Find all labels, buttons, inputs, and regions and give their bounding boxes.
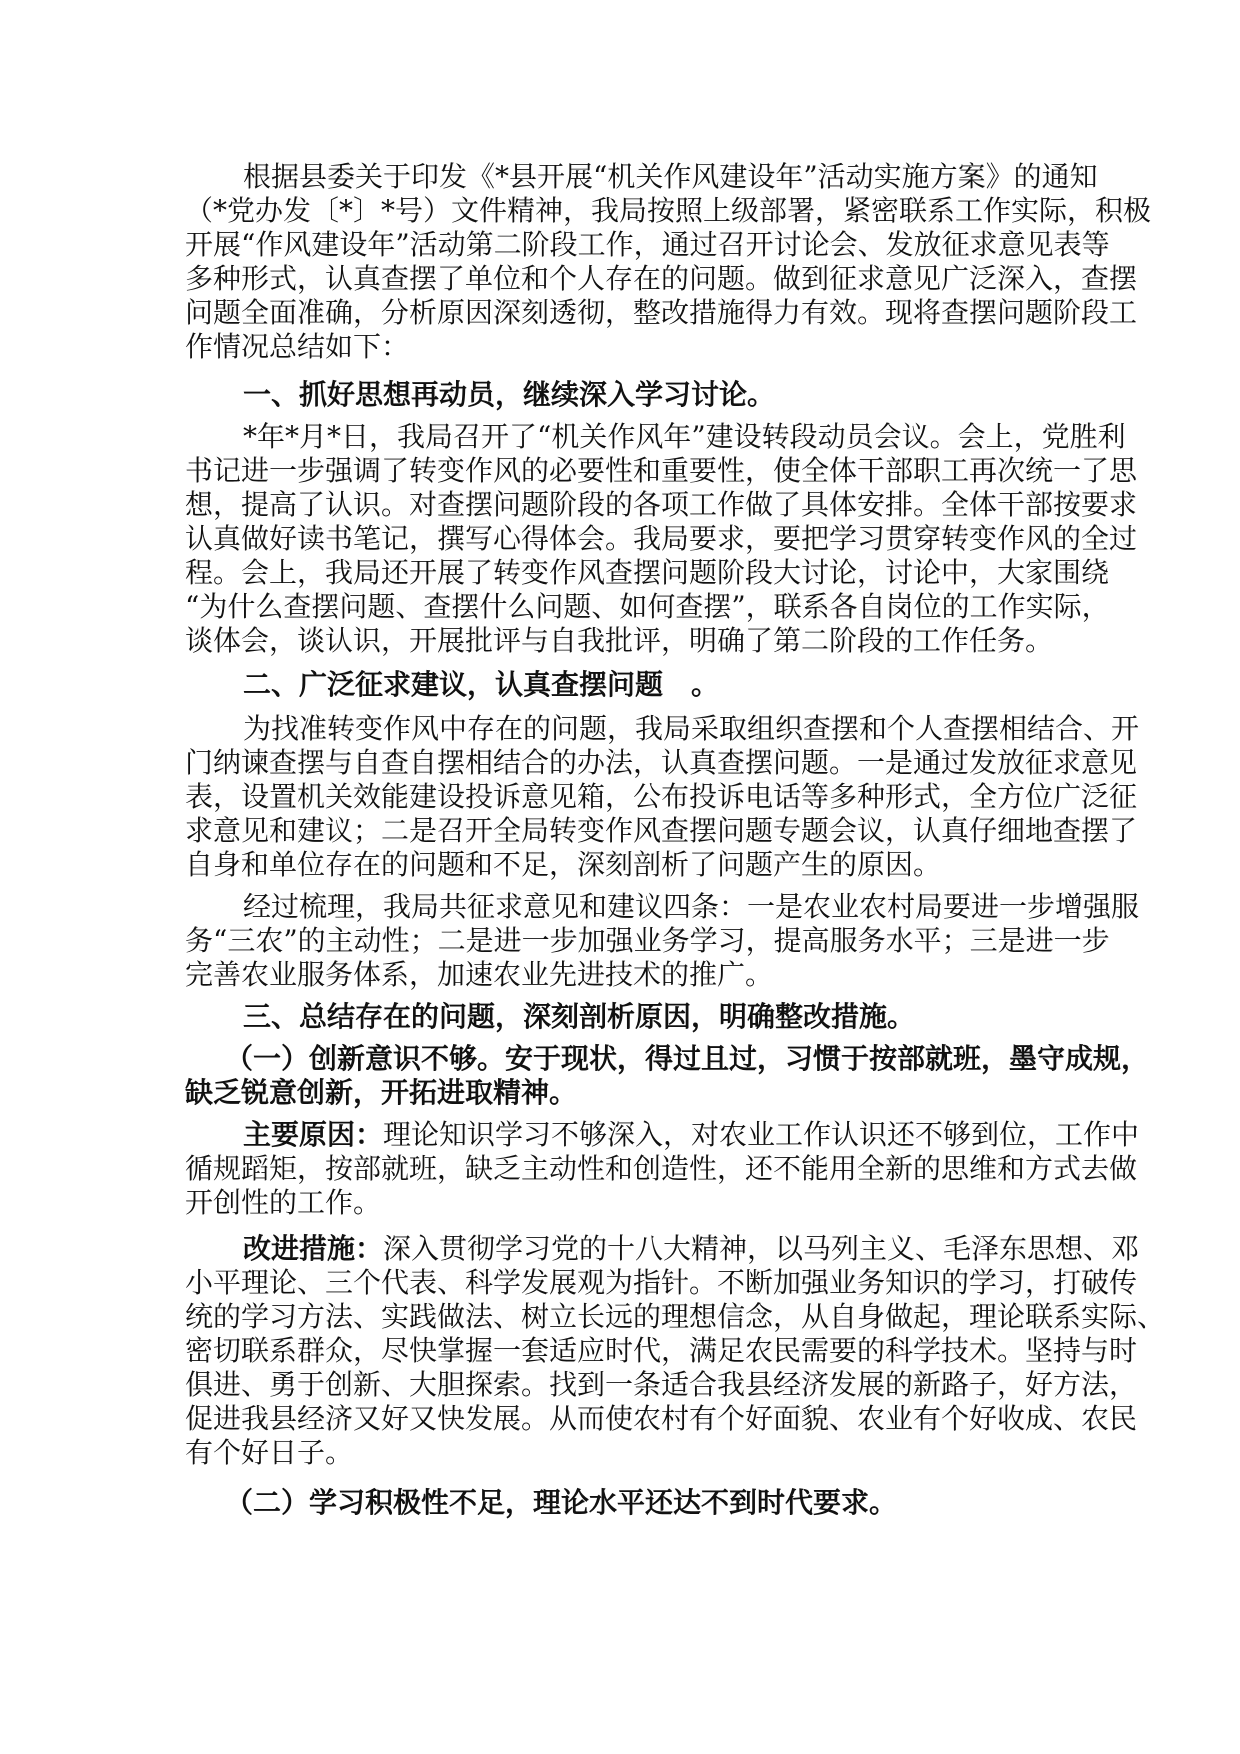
heading-text: 一、抓好思想再动员，继续深入学习讨论。 [243,378,776,411]
reason-label: 主要原因： [243,1118,384,1151]
subsection-heading-1 [185,1042,1150,1110]
text-line: 理论知识学习不够深入，对农业工作认识还不够到位，工作中 [383,1118,1140,1151]
heading-text: 二、广泛征求建议，认真查摆问题 。 [243,668,720,701]
text-line: 务“三农”的主动性；二是进一步加强业务学习，提高服务水平；三是进一步 [185,924,1110,957]
text-line: 循规蹈矩，按部就班，缺乏主动性和创造性，还不能用全新的思维和方式去做 [185,1152,1138,1185]
text-line: 作情况总结如下： [185,330,410,363]
text-line: 程。会上，我局还开展了转变作风查摆问题阶段大讨论，讨论中，大家围绕 [185,556,1110,589]
text-line: 问题全面准确，分析原因深刻透彻，整改措施得力有效。现将查摆问题阶段工 [185,296,1138,329]
text-line: 经过梳理，我局共征求意见和建议四条：一是农业农村局要进一步增强服 [243,890,1140,923]
paragraph-1 [185,420,1138,658]
section-heading-1 [185,378,1055,412]
subsection-heading-2 [185,1486,1055,1520]
paragraph-3 [185,890,1140,992]
text-line: 缺乏锐意创新，开拓进取精神。 [185,1076,578,1109]
paragraph-2 [185,712,1140,882]
text-line: 谈体会，谈认识，开展批评与自我批评，明确了第二阶段的工作任务。 [185,624,1054,657]
text-line: 表，设置机关效能建设投诉意见箱，公布投诉电话等多种形式，全方位广泛征 [185,780,1138,813]
measure-first-line [185,1232,1140,1266]
section-heading-3 [185,1000,1055,1034]
measure-paragraph [185,1232,1166,1470]
text-line: 有个好日子。 [185,1436,354,1469]
text-line: 自身和单位存在的问题和不足，深刻剖析了问题产生的原因。 [185,848,942,881]
text-line: 想，提高了认识。对查摆问题阶段的各项工作做了具体安排。全体干部按要求 [185,488,1138,521]
text-line: 根据县委关于印发《*县开展“机关作风建设年”活动实施方案》的通知 [243,160,1098,193]
text-line: 密切联系群众，尽快掌握一套适应时代，满足农民需要的科学技术。坚持与时 [185,1334,1138,1367]
text-line: 完善农业服务体系，加速农业先进技术的推广。 [185,958,774,991]
text-line: （*党办发〔*〕*号）文件精神，我局按照上级部署，紧密联系工作实际，积极 [185,194,1152,227]
reason-paragraph [185,1118,1140,1220]
text-line: 求意见和建议；二是召开全局转变作风查摆问题专题会议，认真仔细地查摆了 [185,814,1138,847]
text-line: 深入贯彻学习党的十八大精神，以马列主义、毛泽东思想、邓 [383,1232,1140,1265]
text-line: 书记进一步强调了转变作风的必要性和重要性，使全体干部职工再次统一了思 [185,454,1138,487]
text-line: 开展“作风建设年”活动第二阶段工作，通过召开讨论会、发放征求意见表等 [185,228,1110,261]
text-line: 小平理论、三个代表、科学发展观为指针。不断加强业务知识的学习，打破传 [185,1266,1138,1299]
intro-paragraph [185,160,1152,364]
text-line: 多种形式，认真查摆了单位和个人存在的问题。做到征求意见广泛深入，查摆 [185,262,1138,295]
text-line: 认真做好读书笔记，撰写心得体会。我局要求，要把学习贯穿转变作风的全过 [185,522,1138,555]
measure-label: 改进措施： [243,1232,384,1265]
text-line: 俱进、勇于创新、大胆探索。找到一条适合我县经济发展的新路子，好方法， [185,1368,1138,1401]
text-line: 开创性的工作。 [185,1186,382,1219]
heading-text: 三、总结存在的问题，深刻剖析原因，明确整改措施。 [243,1000,916,1033]
text-line: 统的学习方法、实践做法、树立长远的理想信念，从自身做起，理论联系实际、 [185,1300,1166,1333]
text-line: 促进我县经济又好又快发展。从而使农村有个好面貌、农业有个好收成、农民 [185,1402,1138,1435]
text-line: *年*月*日，我局召开了“机关作风年”建设转段动员会议。会上，党胜利 [243,420,1126,453]
reason-first-line [185,1118,1140,1152]
section-heading-2 [185,668,1055,702]
text-line: （一）创新意识不够。安于现状，得过且过，习惯于按部就班，墨守成规， [225,1042,1150,1075]
heading-text: （二）学习积极性不足，理论水平还达不到时代要求。 [225,1486,898,1519]
text-line: 门纳谏查摆与自查自摆相结合的办法，认真查摆问题。一是通过发放征求意见 [185,746,1138,779]
text-line: “为什么查摆问题、查摆什么问题、如何查摆”，联系各自岗位的工作实际， [185,590,1110,623]
text-line: 为找准转变作风中存在的问题，我局采取组织查摆和个人查摆相结合、开 [243,712,1140,745]
